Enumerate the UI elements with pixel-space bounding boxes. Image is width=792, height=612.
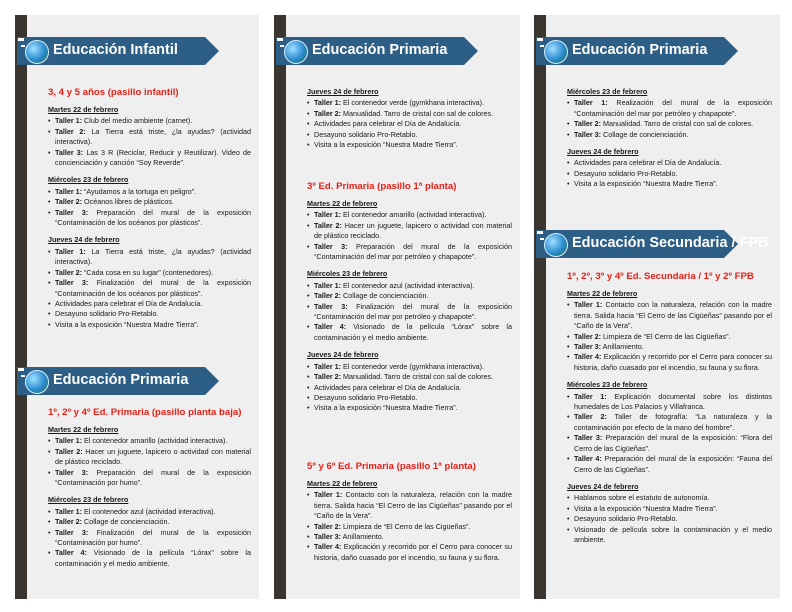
header-banner [17,37,217,65]
list-item: • Visita a la exposición “Nuestra Madre Tierra”. [307,140,512,150]
list-item: • Taller 4: Preparación del mural de la exposición: “Fauna del Cerro de las Cigüeñas”. [567,454,772,475]
section-title: 1º, 2º y 4º Ed. Primaria (pasillo planta baja) [48,407,242,418]
day-heading: Miércoles 23 de febrero [307,269,388,279]
list-item: • Taller 1: El contenedor verde (gymkhana interactiva). [307,98,512,108]
list-item: • Taller 3: Preparación del mural de la exposición “Contaminación por humo”. [48,468,251,489]
list-item: • Taller 2: Manualidad. Tarro de cristal con sal de colores. [567,119,772,129]
list-item: • Taller 1: El contenedor amarillo (actividad interactiva). [48,436,251,446]
list-item: • Taller 4: Explicación y recorrido por el Cerro para conocer su historia, daño cuasado por el incendio, su fauna y su flora. [307,542,512,563]
header-banner [536,37,736,65]
banner-title: Educación Primaria [572,42,708,58]
list-item: • Actividades para celebrar el Día de Andalucía. [567,158,772,168]
day-heading: Jueves 24 de febrero [307,350,379,360]
list-item: • Taller 3: Preparación del mural de la exposición: “Flora del Cerro de las Cigüeñas”. [567,433,772,454]
list-item: • Taller 3: Finalización del mural de la exposición “Contaminación de los océanos por plásticos”. [48,278,251,299]
list-item: • Taller 1: Contacto con la naturaleza, relación con la madre tierra. Salida hacia “El Cerro de las Cigüeñas” pasando por el “Caño de la Vera”. [567,300,772,331]
globe-icon [25,370,49,394]
panel-3 [534,15,780,599]
list-item: • Taller 1: La Tierra está triste, ¿la ayudas? (actividad interactiva). [48,247,251,268]
section-title: 3, 4 y 5 años (pasillo infantil) [48,87,179,98]
list-item: • Taller 3: Preparación del mural de la exposición “Contaminación de los océanos por plásticos”. [48,208,251,229]
list-item: • Taller 3: Anillamiento. [567,342,772,352]
header-banner [17,367,217,395]
list-item: • Desayuno solidario Pro-Retablo. [307,130,512,140]
list-item: • Taller 3: Finalización del mural de la exposición “Contaminación del mar por petróleo y chapapote”. [307,302,512,323]
list-item: • Taller 2: Manualidad. Tarro de cristal con sal de colores. [307,372,512,382]
list-item: • Taller 1: “Ayudamos a la tortuga en peligro”. [48,187,251,197]
list-item: • Actividades para celebrar el Día de Andalucía. [307,383,512,393]
list-item: • Taller 4: Visionado de la película “Lórax” sobre la contaminación y el medio ambiente. [307,322,512,343]
list-item: • Visita a la exposición “Nuestra Madre Tierra”. [307,403,512,413]
list-item: • Taller 1: Explicación documental sobre los distintos humedales de Los Palacios y Villafranca. [567,392,772,413]
day-heading: Martes 22 de febrero [307,199,378,208]
day-heading: Miércoles 23 de febrero [567,87,648,96]
section-title: 5º y 6º Ed. Primaria (pasillo 1ª planta) [307,461,476,472]
list-item: • Visita a la exposición “Nuestra Madre Tierra”. [567,179,772,189]
day-heading: Miércoles 23 de febrero [48,495,129,505]
day-heading: Martes 22 de febrero [48,425,119,434]
list-item: • Taller 2: Limpieza de “El Cerro de las Cigüeñas”. [307,522,512,532]
list-item: • Taller 2: Hacer un juguete, lapicero o actividad con material de plástico reciclado. [307,221,512,242]
section-primaria-3 [307,181,512,421]
banner-title: Educación Primaria [53,372,189,388]
day-heading: Jueves 24 de febrero [48,235,120,245]
list-item: • Desayuno solidario Pro-Retablo. [48,309,251,319]
list-item: • Taller 1: El contenedor azul (actividad interactiva). [48,507,251,517]
list-item: • Taller 2: Collage de concienciación. [307,291,512,301]
list-item: • Taller 2: Océanos libres de plásticos. [48,197,251,207]
day-heading: Martes 22 de febrero [307,479,378,488]
header-banner [276,37,476,65]
list-item: • Visionado de película sobre la contaminación y el medio ambiente. [567,525,772,546]
list-item: • Taller 2: Taller de fotografía: “La naturaleza y la contaminación por efecto de la mano del hombre”. [567,412,772,433]
section-title: 3º Ed. Primaria (pasillo 1ª planta) [307,181,457,192]
list-item: • Taller 2: La Tierra está triste, ¿la ayudas? (actividad interactiva). [48,127,251,148]
list-item: • Visita a la exposición “Nuestra Madre Tierra”. [567,504,772,514]
section-infantil [48,87,251,337]
globe-icon [544,233,568,257]
list-item: • Taller 3: Las 3 R (Reciclar, Reducir y Reutilizar). Video de concienciación y canción “Soy Reverde”. [48,148,251,169]
list-item: • Taller 2: Manualidad. Tarro de cristal con sal de colores. [307,109,512,119]
banner-title: Educación Secundaria / FPB [572,235,769,251]
day-heading: Miércoles 23 de febrero [48,175,129,185]
list-item: • Hablamos sobre el estatuto de autonomía. [567,493,772,503]
list-item: • Desayuno solidario Pro-Retablo. [307,393,512,403]
section-primaria-cont [567,87,772,197]
list-item: • Taller 3: Finalización del mural de la exposición “Contaminación por humo”. [48,528,251,549]
banner-title: Educación Primaria [312,42,448,58]
section-title: 1º, 2º, 3º y 4º Ed. Secundaria / 1º y 2º FPB [567,271,754,282]
list-item: • Taller 1: Realización del mural de la exposición “Contaminación del mar por petróleo y chapapote”. [567,98,772,119]
list-item: • Actividades para celebrar el Día de Andalucía. [307,119,512,129]
list-item: • Taller 2: Collage de concienciación. [48,517,251,527]
list-item: • Taller 2: Hacer un juguete, lapicero o actividad con material de plástico reciclado. [48,447,251,468]
day-heading: Jueves 24 de febrero [567,147,639,157]
list-item: • Desayuno solidario Pro-Retablo. [567,169,772,179]
list-item: • Actividades para celebrar el Día de Andalucía. [48,299,251,309]
list-item: • Taller 2: Limpieza de “El Cerro de las Cigüeñas”. [567,332,772,342]
list-item: • Taller 1: El contenedor verde (gymkhana interactiva). [307,362,512,372]
list-item: • Taller 1: El contenedor amarillo (actividad interactiva). [307,210,512,220]
globe-icon [284,40,308,64]
banner-title: Educación Infantil [53,42,178,58]
list-item: • Taller 4: Explicación y recorrido por el Cerro para conocer su historia, daño cuasado por el incendio, su fauna y su flora. [567,352,772,373]
list-item: • Taller 3: Anillamiento. [307,532,512,542]
header-banner [536,230,769,258]
day-heading: Miércoles 23 de febrero [567,380,648,390]
section-secundaria [567,271,772,552]
panel-2 [274,15,520,599]
list-item: • Taller 2: “Cada cosa en su lugar” (contenedores). [48,268,251,278]
list-item: • Taller 4: Visionado de la película “Lórax” sobre la contaminación y el medio ambiente. [48,548,251,569]
day-heading: Jueves 24 de febrero [307,87,379,96]
section-primaria-baja [48,407,251,576]
list-item: • Desayuno solidario Pro-Retablo. [567,514,772,524]
day-heading: Martes 22 de febrero [567,289,638,298]
day-heading: Jueves 24 de febrero [567,481,639,491]
section-primaria-jueves [307,87,512,157]
section-primaria-5-6 [307,461,512,570]
globe-icon [25,40,49,64]
day-heading: Martes 22 de febrero [48,105,119,114]
panel-1 [15,15,259,599]
list-item: • Taller 3: Collage de concienciación. [567,130,772,140]
list-item: • Taller 3: Preparación del mural de la exposición “Contaminación del mar por petróleo y chapapote”. [307,242,512,263]
list-item: • Taller 1: Club del medio ambiente (carnet). [48,116,251,126]
globe-icon [544,40,568,64]
list-item: • Taller 1: Contacto con la naturaleza, relación con la madre tierra. Salida hacia “El Cerro de las Cigüeñas” pasando por el “Caño de la Vera”. [307,490,512,521]
list-item: • Visita a la exposición “Nuestra Madre Tierra”. [48,320,251,330]
list-item: • Taller 1: El contenedor azul (actividad interactiva). [307,281,512,291]
